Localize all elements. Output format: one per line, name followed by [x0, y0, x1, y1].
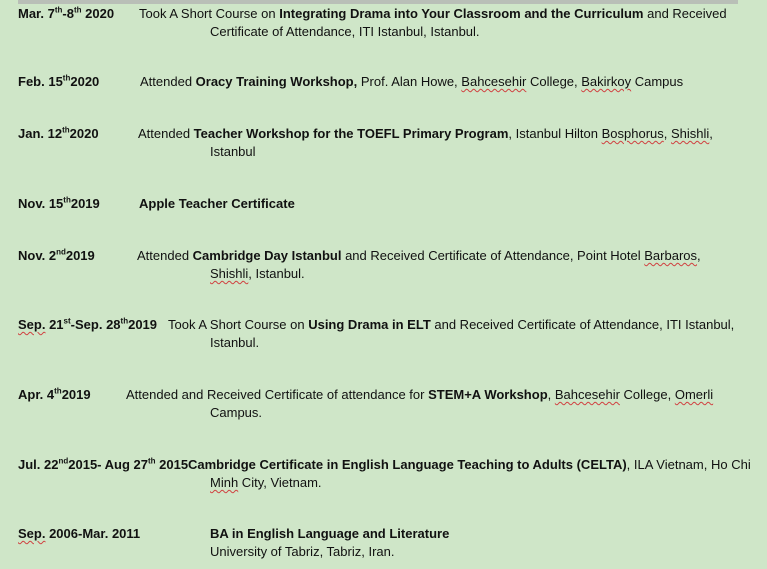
entry-description: Took A Short Course on Integrating Drama into Your Classroom and the Curriculum and Received — [139, 6, 727, 21]
entry-date: Mar. 7th-8th 2020 — [18, 5, 115, 21]
entry-description: Attended Teacher Workshop for the TOEFL Primary Program, Istanbul Hilton Bosphorus, Shishli, — [138, 126, 713, 141]
entry-date: Nov. 2nd2019 — [18, 247, 95, 263]
entry-description: BA in English Language and Literature — [210, 526, 450, 541]
entry-description-cont: Istanbul. — [210, 335, 260, 350]
entry-description-cont: Minh City, Vietnam. — [210, 475, 322, 490]
entry-description-cont: Istanbul — [210, 144, 256, 159]
entry-description-cont: Certificate of Attendance, ITI Istanbul, Istanbul. — [210, 24, 480, 39]
entry-description: Attended Cambridge Day Istanbul and Received Certificate of Attendance, Point Hotel Barbaros, — [137, 248, 701, 263]
entry-description: Cambridge Certificate in English Language Teaching to Adults (CELTA), ILA Vietnam, Ho Chi — [188, 457, 751, 472]
entry-date: Sep. 21st-Sep. 28th2019 — [18, 316, 158, 332]
entry-description-cont: Shishli, Istanbul. — [210, 266, 305, 281]
entry-date: Nov. 15th2019 — [18, 195, 100, 211]
entry-date: Jan. 12th2020 — [18, 125, 99, 141]
entry-description: Apple Teacher Certificate — [139, 196, 295, 211]
entry-date: Feb. 15th2020 — [18, 73, 100, 89]
entry-description-cont: Campus. — [210, 405, 263, 420]
entry-date: Sep. 2006-Mar. 2011 — [18, 526, 141, 541]
entry-date: Apr. 4th2019 — [18, 386, 91, 402]
entry-description: Attended and Received Certificate of attendance for STEM+A Workshop, Bahcesehir College, Omerli — [126, 387, 714, 402]
entry-date: Jul. 22nd2015- Aug 27th 2015 — [18, 456, 189, 472]
entry-description: Took A Short Course on Using Drama in ELT and Received Certificate of Attendance, ITI Istanbul, — [168, 317, 735, 332]
top-border — [18, 0, 738, 4]
entry-description: Attended Oracy Training Workshop, Prof. Alan Howe, Bahcesehir College, Bakirkoy Campus — [140, 74, 684, 89]
entry-description-cont: University of Tabriz, Tabriz, Iran. — [210, 544, 395, 559]
